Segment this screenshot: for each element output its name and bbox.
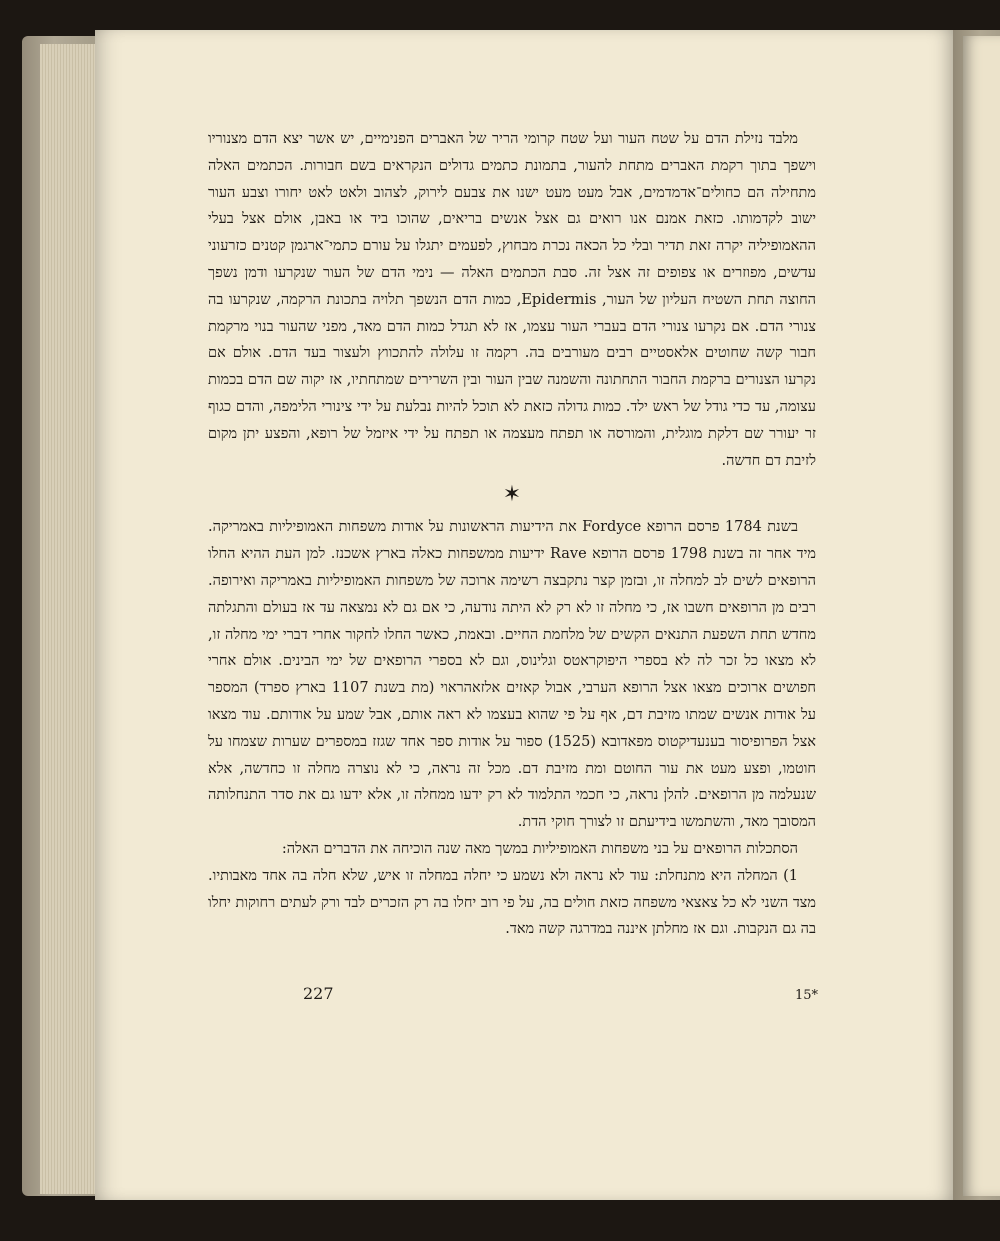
facing-page-edge bbox=[963, 36, 1000, 1196]
section-separator-star: ✶ bbox=[502, 482, 522, 508]
paragraph-history: בשנת 1784 פרסם הרופא Fordyce את הידיעות הראשונות על אודות משפחות האמופיליות באמריקה. מיד אחר זה בשנת 1798 פרסם הרופא Rave ידיעות ממשפחות כאלה בארץ אשכנז. למן העת ההיא החלו הרופאים לשים לב למחלה זו, ובזמן קצר נתקבצה רשימה ארוכה של משפחות האמופיליות באמריקה ואירופה. רבים מן הרופאים חשבו אז, כי מחלה זו לא רק לא היתה נודעה, כי אם גם לא נמצאה עד אז בעולם והתגלתה מחדש תחת השפעת התנאים הקשים של מלחמת החיים. ובאמת, כאשר החלו לחקור אחרי דברי ימי מחלה זו, לא מצאו כל זכר לה לא בספרי היפוקראטס וגלינוס, וגם לא בספרי הרופאים של ימי הבינים. אולם אחרי חפושים ארוכים מצאו אצל הרופא הערבי, אבול קאזים אלזאהראוי (מת בשנת 1107 בארץ ספרד) המספר על אודות אנשים שמתו מזיבת דם, אף על פי שהוא בעצמו לא ראה אותם, אבל שמע על אודותם. עוד מצאו אצל הפרופיסור בענעדיקטוס מפאדובא (1525) ספור על אודות ספר אחד שגזז במספרים שערות שצמחו על חוטמו, ופצע מעט את עור החוטם ומת מזיבת דם. מכל זה נראה, כי לא נוצרה מחלה זו כחדשה, אלא שנעלמה מן הרופאים. להלן נראה, כי חכמי התלמוד לא רק ידעו ממחלה זו, אלא ידעו גם את סדר התנחלותה המסובך מאד, והשתמשו בידיעתם זו לצורך חוקי הדת. bbox=[208, 519, 817, 831]
paragraph-point-one: 1) המחלה היא מתנחלת: עוד לא נראה ולא נשמע כי יחלה במחלה זו איש, שלא חלה בה אחד מאבותיו. מצד השני לא כל צאצאי משפחה כזאת חולים בה, על פי רוב יחלו בה רק הזכרים לבד ורק לעתים רחוקות יחלו בה גם הנקבות. וגם אז מחלתן איננה במדרגה קשה מאד. bbox=[208, 867, 816, 938]
paragraph-observation: הסתכלות הרופאים על בני משפחות האמופיליות במשך מאה שנה הוכיחה את הדברים האלה: bbox=[281, 840, 798, 857]
paragraph-bleeding: מלבד נזילת הדם על שטח העור ועל שטח קרומי הריר של האברים הפנימיים, יש אשר יצא הדם מצנוריו וישפך בתוך רקמת האברים מתחת להעור, בתמונת כתמים גדולים הנקראים בשם חבורות. הכתמים האלה מתחילה הם כחולים־אדמדמים, אבל מעט מעט ישנו את צבעם לירוק, לצהוב ולאט לאט יחורו וצבע העור ישוב לקדמותו. כזאת אמנם אנו רואים גם אצל אנשים בריאים, שהוכו ביד או באבן, אולם אצל בעלי ההאמופיליה יקרה זאת תדיר ובלי כל הכאה נכרת מבחוץ, לפעמים יתגלו על עורם כתמי־ארגמן קטנים כזרעוני עדשים, מפוזרים או צפופים זה אצל זה. סבת הכתמים האלה — נימי הדם של העור שנקרעו ודמן נשפך החוצה תחת השטיח העליון של העור, Epidermis, כמות הדם הנשפך תלויה בתכונת הרקמה, שנקרעו בה צנורי הדם. אם נקרעו צנורי הדם בעברי העור עצמו, אז לא תגדל כמות הדם מאד, מפני שהעור בנוי מרקמת חבור קשה שחוטים אלאסטיים רבים מעורבים בה. רקמה זו עלולה להתכווץ ולעצור בעד הדם. אולם אם נקרעו הצנורים ברקמת החבור התחתונה והשמנה שבין העור ובין השרירים שמתחתיו, אז יקוה שם הדם בכמות עצומה, עד כדי גודל של ראש ילד. כמות גדולה כזאת לא תוכל להיות נבלעת על ידי צינורי הלימפה, והדם כגוף זר יעורר שם דלקת מוגלית, והמורסה או תפתח מעצמה או תפתח על ידי איזמל של רופא, והפצע יתן מקום לזיבת דם חדשה. bbox=[208, 131, 816, 469]
page-number: 227 bbox=[303, 984, 334, 1003]
page-body bbox=[208, 126, 816, 943]
signature-mark: 15* bbox=[795, 988, 819, 1003]
